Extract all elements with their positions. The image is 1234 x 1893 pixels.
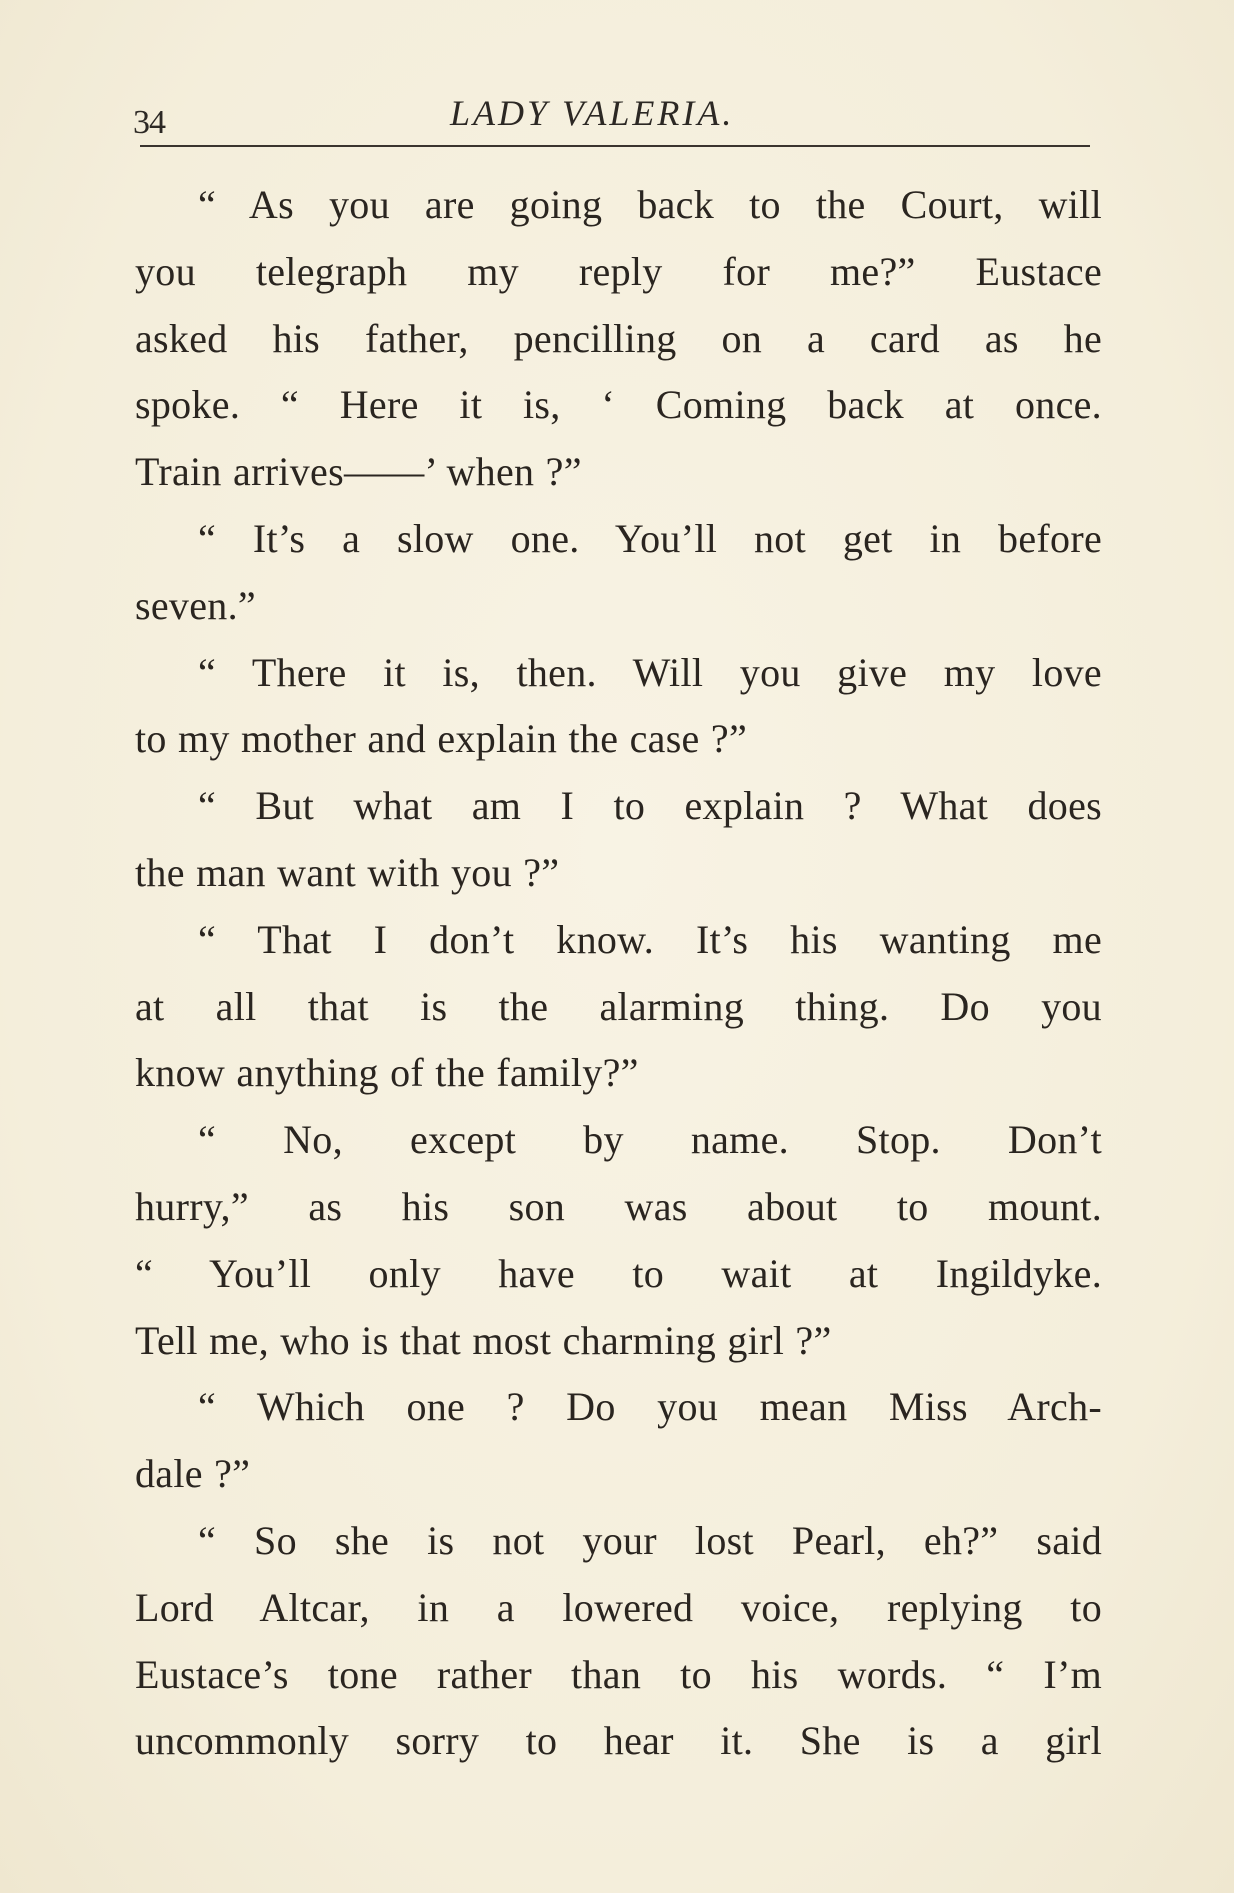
text-line: know anything of the family?”: [135, 1050, 639, 1096]
text-line: uncommonly sorry to hear it. She is a girl: [135, 1718, 1102, 1764]
text-line: spoke. “ Here it is, ‘ Coming back at once.: [135, 382, 1102, 428]
text-line: seven.”: [135, 582, 256, 628]
text-line: at all that is the alarming thing. Do you: [135, 983, 1102, 1029]
text-line: Eustace’s tone rather than to his words. “ I’m: [135, 1651, 1102, 1697]
text-line: “ No, except by name. Stop. Don’t: [198, 1117, 1102, 1163]
text-line: Tell me, who is that most charming girl ?”: [135, 1317, 832, 1363]
text-line: Train arrives——’ when ?”: [135, 449, 582, 495]
running-title: LADY VALERIA.: [450, 93, 735, 133]
page-header: [130, 92, 1100, 142]
text-line: “ There it is, then. Will you give my love: [198, 649, 1102, 695]
text-line: dale ?”: [135, 1451, 251, 1497]
header-rule: [140, 145, 1090, 147]
text-line: hurry,” as his son was about to mount.: [135, 1183, 1102, 1229]
text-line: “ As you are going back to the Court, will: [198, 182, 1102, 227]
text-line: to my mother and explain the case ?”: [135, 716, 748, 762]
text-line: “ Which one ? Do you mean Miss Arch-: [198, 1384, 1102, 1430]
text-line: Lord Altcar, in a lowered voice, replying to: [135, 1584, 1102, 1630]
text-line: “ But what am I to explain ? What does: [198, 783, 1102, 829]
text-line: asked his father, pencilling on a card as he: [135, 315, 1102, 361]
text-line: “ You’ll only have to wait at Ingildyke.: [135, 1250, 1102, 1296]
body-text: [135, 172, 1102, 1775]
text-line: “ That I don’t know. It’s his wanting me: [198, 916, 1102, 962]
text-line: the man want with you ?”: [135, 849, 560, 895]
page-number: 34: [133, 104, 165, 141]
text-line: “ So she is not your lost Pearl, eh?” said: [198, 1517, 1102, 1563]
text-line: “ It’s a slow one. You’ll not get in before: [198, 515, 1102, 561]
text-line: you telegraph my reply for me?” Eustace: [135, 248, 1102, 294]
